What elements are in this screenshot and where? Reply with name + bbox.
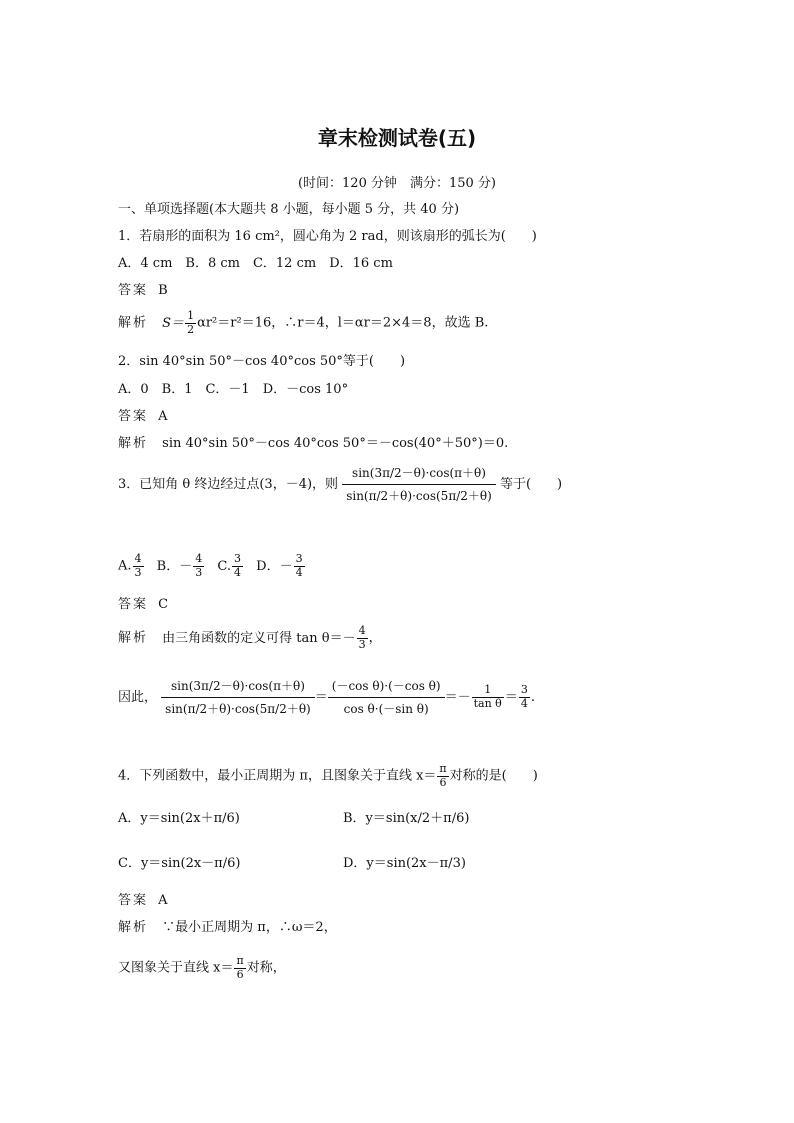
q1-analysis [118,310,488,336]
answer-value: B [158,283,168,298]
derivation-frac-1: $\frac{\sin(3\pi/2-\theta)\cdot\cos(\pi+\theta)}{\sin(\pi/2+\theta)\cdot\cos(5\pi/2+\theta)}$ [161,675,315,720]
analysis-text-cont: αr²＝r²＝16，∴r＝4，l＝αr＝2×4＝8，故选 B. [197,315,489,331]
answer-label: 答案 [118,283,149,298]
q3-expression: $\frac{\sin(3\pi/2-\theta)\cdot\cos(\pi+\theta)}{\sin(\pi/2+\theta)\cdot\cos(5\pi/2+\theta)}$ [342,462,496,507]
derivation-result: $\frac{3}{4}$ [520,683,528,710]
answer-value: A [158,893,168,908]
q3-stem-tail: 等于( ) [499,477,563,492]
answer-label: 答案 [118,893,149,908]
q3-answer [118,596,168,614]
answer-value: C [158,597,169,612]
q3-stem-text: 3．已知角 θ 终边经过点(3，－4)，则 [118,477,339,492]
q4-analysis-line2: 又图象关于直线 x＝ $\frac{\pi}{6}$ 对称， [118,954,286,981]
answer-value: A [158,409,168,424]
section-heading: 一、单项选择题(本大题共 8 小题，每小题 5 分，共 40 分) [118,202,460,217]
analysis-text: S＝ [162,315,185,331]
q1-stem: 1．若扇形的面积为 16 cm²，圆心角为 2 rad，则该扇形的弧长为( ) [118,229,537,244]
q4-analysis [118,919,337,937]
analysis-label: 解析 [118,436,149,451]
derivation-frac-2: $\frac{\text{(－cos θ)·(－cos θ)}}{\text{cos θ·(－sin θ)}}$ [328,675,445,720]
q4-option-b: B．y＝sin(x/2＋π/6) [343,811,470,826]
q2-analysis [118,435,508,453]
analysis-label: 解析 [118,920,149,935]
q1-answer [118,282,168,300]
page-title: 章末检测试卷(五) [317,126,477,150]
q3-analysis: 解析 由三角函数的定义可得 tan θ＝－ $\frac{4}{3}$ ， [118,624,382,651]
answer-label: 答案 [118,597,149,612]
q3-options: A. $\frac{4}{3}$ B．－ $\frac{4}{3}$ C. $\frac{3}{4}$ D．－ $\frac{3}{4}$ [118,552,303,579]
q3-derivation: 因此， $\frac{\sin(3\pi/2-\theta)\cdot\cos(\pi+\theta)}{\sin(\pi/2+\theta)\cdot\cos(5\pi/2+\theta)}$ ＝ $\frac{\text{(－cos θ)·(－cos θ)}}{\text{cos θ·(－sin θ)}}$ ＝－ $\frac{1}{\text{tan θ}}$ ＝ $\frac{3}{4}$ . [118,675,535,720]
q4-stem: 4．下列函数中，最小正周期为 π，且图象关于直线 x＝ $\frac{\pi}{6}$ 对称的是( ) [118,762,538,789]
q4-option-a: A．y＝sin(2x＋π/6) [118,811,240,826]
analysis-text: ∵最小正周期为 π，∴ω＝2， [162,920,337,935]
analysis-label: 解析 [118,630,149,646]
q4-option-d: D．y＝sin(2x－π/3) [343,856,466,871]
q1-options: A．4 cm B．8 cm C．12 cm D．16 cm [118,256,393,271]
fraction: $\frac{1}{2}$ [187,309,195,336]
q3-stem [118,462,562,507]
q2-answer [118,408,168,426]
therefore-text: 因此， [118,690,158,705]
derivation-frac-3: $\frac{1}{\text{tan θ}}$ [473,683,502,710]
analysis-text: sin 40°sin 50°－cos 40°cos 50°＝－cos(40°＋50°)＝0. [162,436,509,451]
analysis-text: 由三角函数的定义可得 tan θ＝－ [162,630,356,646]
exam-info: (时间：120 分钟 满分：150 分) [297,176,497,191]
q2-stem: 2．sin 40°sin 50°－cos 40°cos 50°等于( ) [118,354,406,369]
q2-options: A．0 B．1 C．－1 D．－cos 10° [118,382,349,397]
analysis-label: 解析 [118,315,149,331]
answer-label: 答案 [118,409,149,424]
q4-option-c: C．y＝sin(2x－π/6) [118,856,241,871]
q4-answer [118,892,168,910]
